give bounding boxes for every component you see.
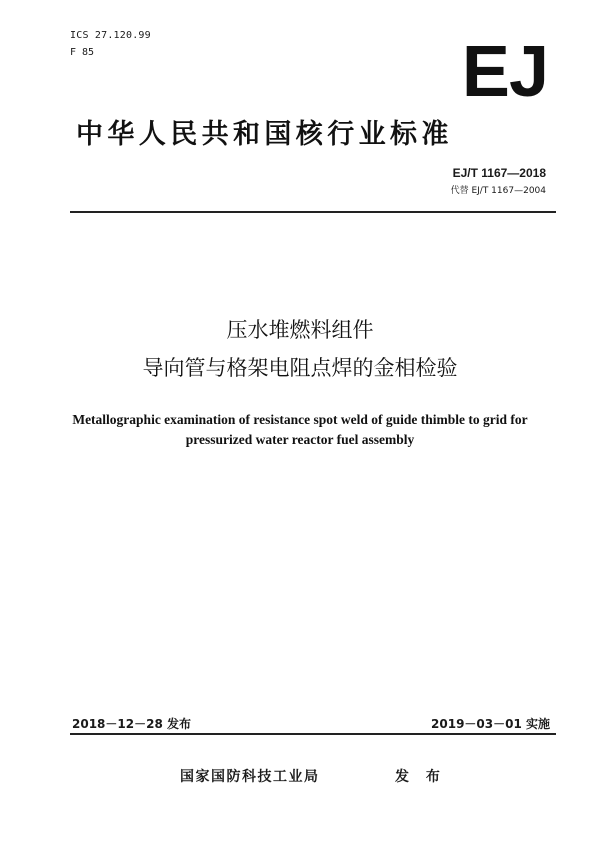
issuing-authority: 国家国防科技工业局 — [180, 769, 320, 785]
issue-label: 发 布 — [395, 769, 446, 785]
ccs-code: F 85 — [70, 47, 95, 58]
ics-code: ICS 27.120.99 — [70, 30, 151, 41]
ej-logo: EJ — [461, 32, 548, 112]
publish-date: 2018－12－28 发布 — [72, 717, 191, 731]
standard-number: EJ/T 1167—2018 — [452, 166, 546, 180]
standard-category-title: 中华人民共和国核行业标准 — [76, 119, 453, 150]
implement-date: 2019－03－01 实施 — [431, 717, 550, 731]
replaces-note: 代替 EJ/T 1167—2004 — [450, 186, 546, 196]
bottom-divider — [70, 733, 556, 735]
top-divider — [70, 211, 556, 213]
english-title-line-1: Metallographic examination of resistance spot weld of guide thimble to grid for — [72, 412, 528, 427]
english-title-line-2: pressurized water reactor fuel assembly — [185, 432, 415, 447]
chinese-title-line-2: 导向管与格架电阻点焊的金相检验 — [142, 356, 458, 380]
chinese-title-line-1: 压水堆燃料组件 — [226, 318, 374, 342]
